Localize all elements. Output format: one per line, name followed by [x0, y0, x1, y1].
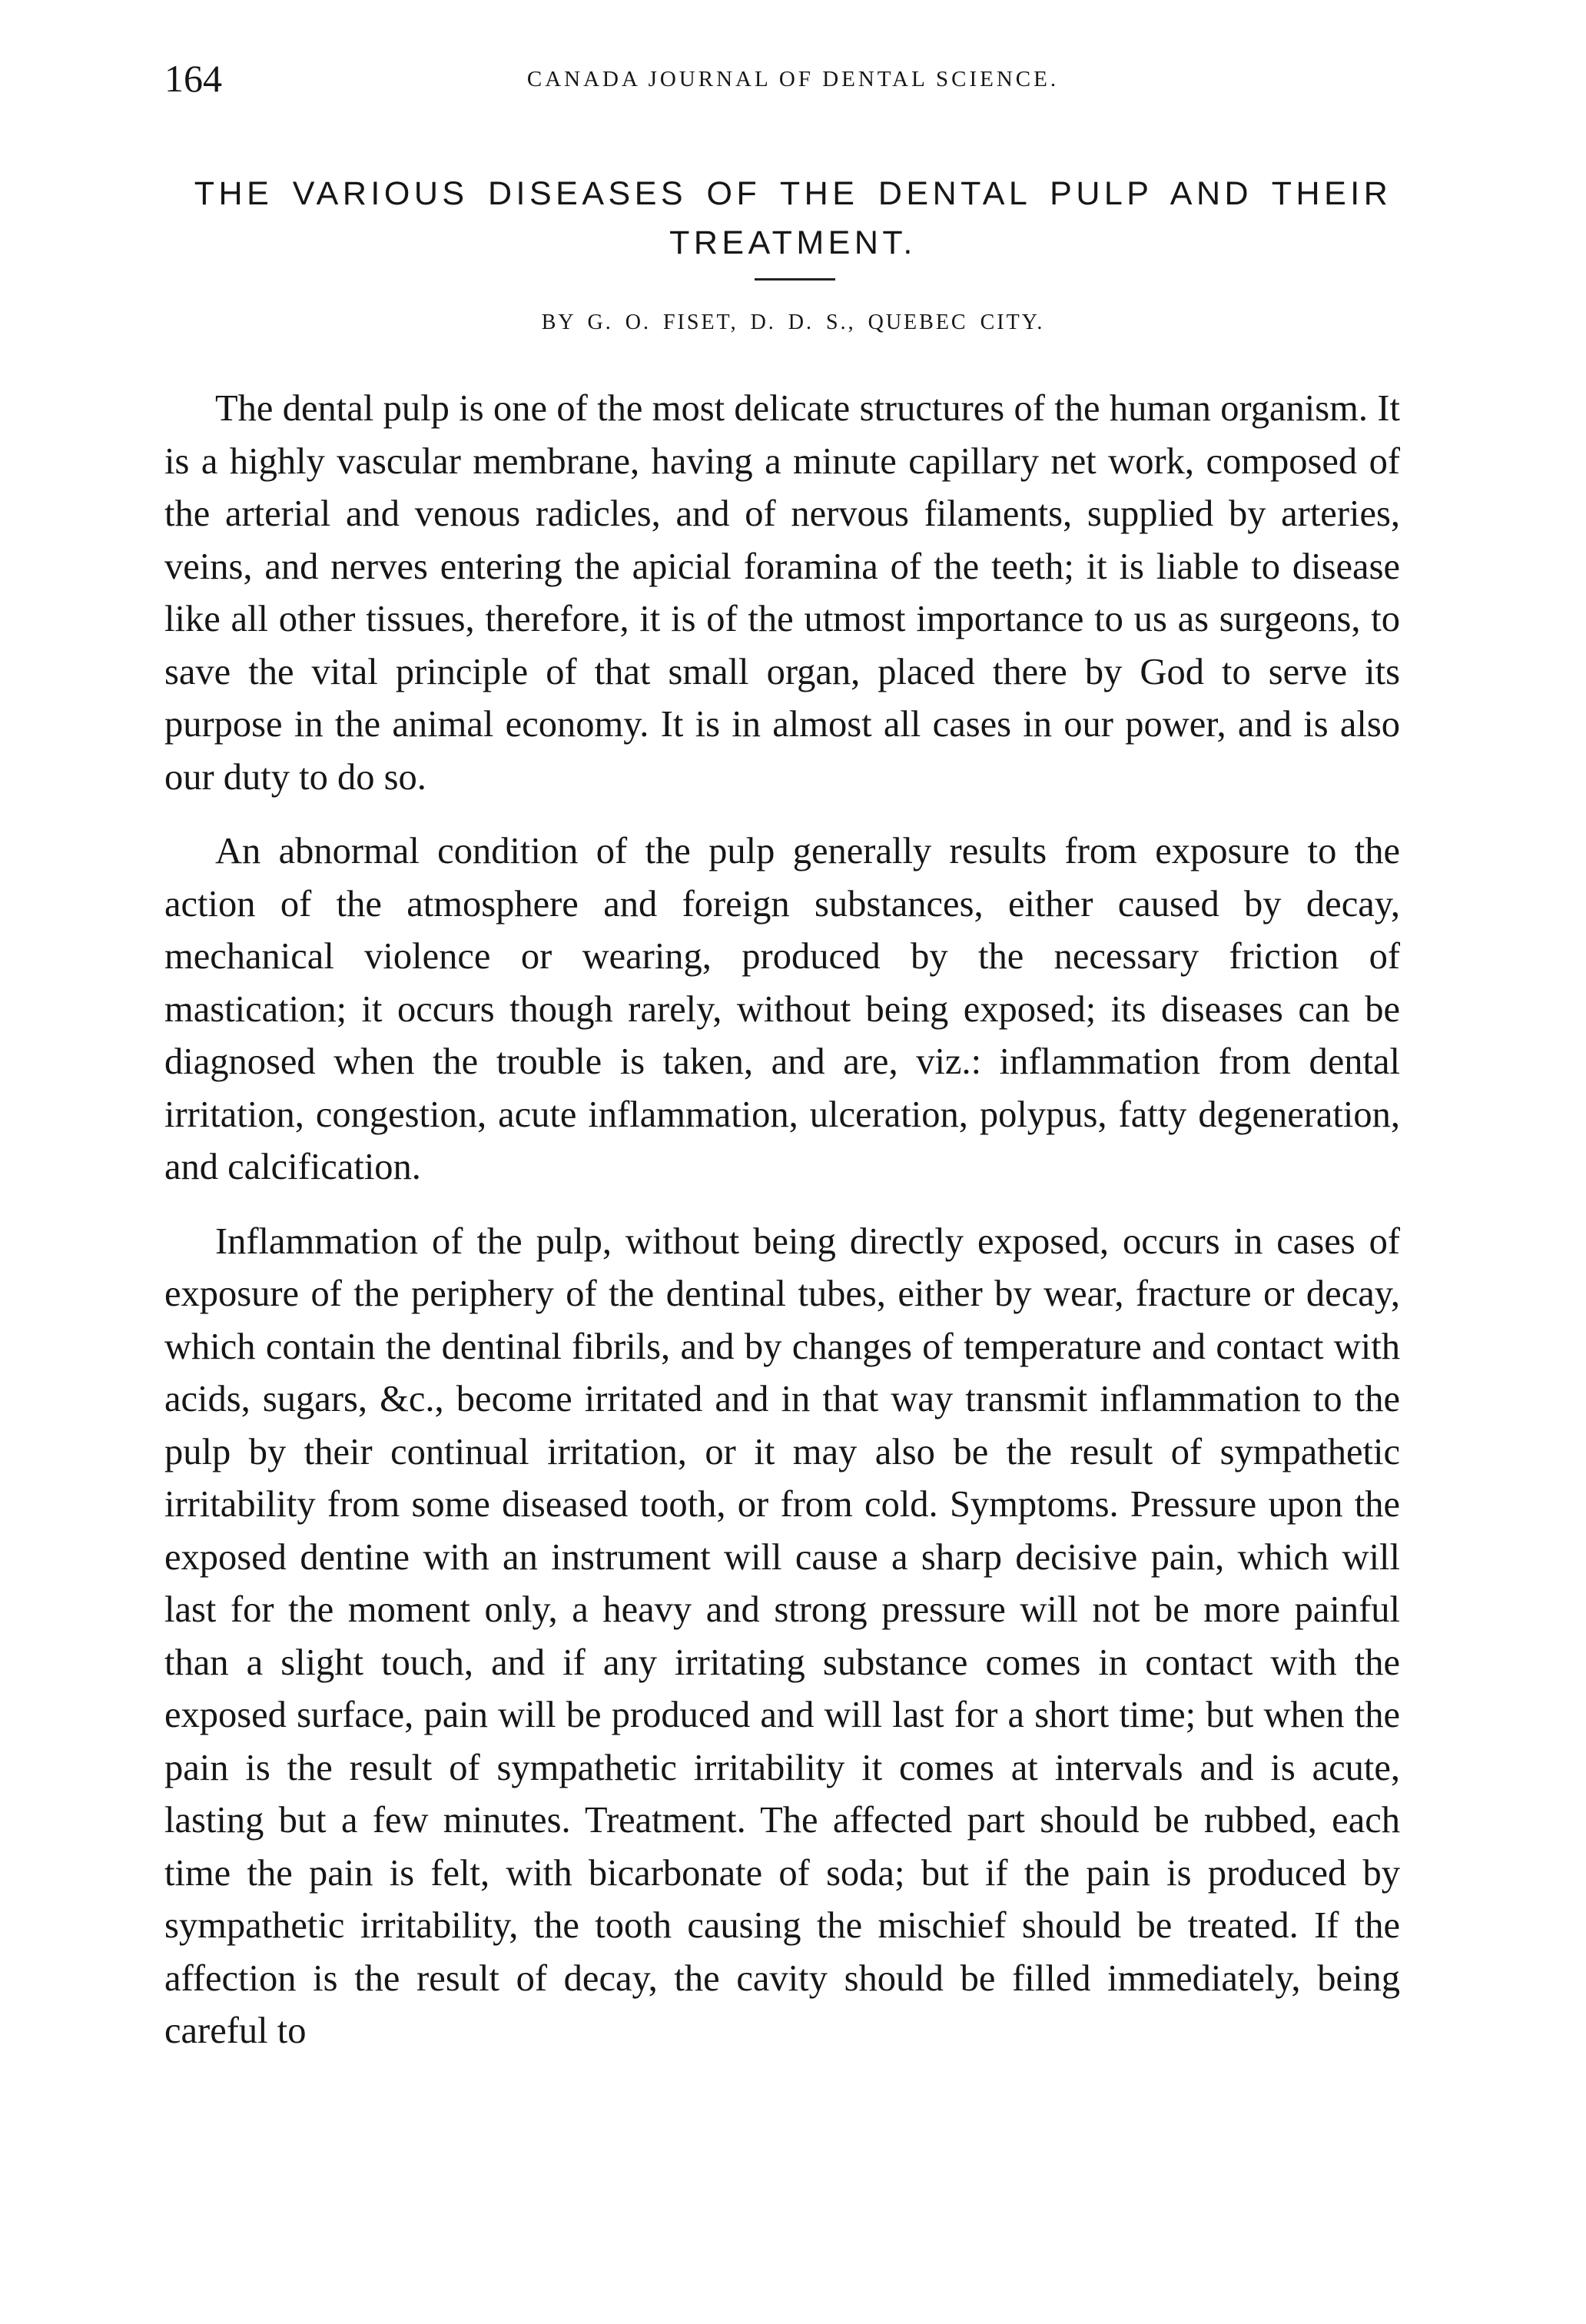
author-byline: BY G. O. FISET, D. D. S., QUEBEC CITY.	[541, 310, 1045, 334]
paragraph: An abnormal condition of the pulp generally results from exposure to the action of the atmosphere and foreign substances, either caused by decay, mechanical violence or wearing, produced by the necessary friction of mastication; it occurs though rarely, without being exposed; its diseases can be diagnosed when the trouble is taken, and are, viz.: inflammation from dental irritation, congestion, acute inflammation, ulceration, polypus, fatty degeneration, and calcification.	[164, 831, 1400, 1187]
running-title: CANADA JOURNAL OF DENTAL SCIENCE.	[526, 67, 1060, 91]
page-header	[164, 55, 1422, 101]
title-divider	[755, 278, 835, 281]
article-title: THE VARIOUS DISEASES OF THE DENTAL PULP AND THEIR TREATMENT.	[194, 175, 1392, 261]
page-number: 164	[164, 57, 222, 100]
paragraph: The dental pulp is one of the most delicate structures of the human organism. It is a highly vascular membrane, having a minute capillary net work, composed of the arterial and venous radicles, and of nervous filaments, supplied by arteries, veins, and nerves entering the apicial foramina of the teeth; it is liable to disease like all other tissues, therefore, it is of the utmost importance to us as surgeons, to save the vital principle of that small organ, placed there by God to serve its purpose in the animal economy. It is in almost all cases in our power, and is also our duty to do so.	[164, 388, 1400, 798]
paragraph: Inflammation of the pulp, without being directly exposed, occurs in cases of exposure of the periphery of the dentinal tubes, either by wear, fracture or decay, which contain the dentinal fibrils, and by changes of temperature and contact with acids, sugars, &c., become irritated and in that way transmit inflammation to the pulp by their continual irritation, or it may also be the result of sympathetic irritability from some diseased tooth, or from cold. Symptoms. Pressure upon the exposed dentine with an instrument will cause a sharp decisive pain, which will last for the moment only, a heavy and strong pressure will not be more painful than a slight touch, and if any irritating substance comes in contact with the exposed surface, pain will be produced and will last for a short time; but when the pain is the result of sympathetic irritability it comes at intervals and is acute, lasting but a few minutes. Treatment. The affected part should be rubbed, each time the pain is felt, with bicarbonate of soda; but if the pain is produced by sympathetic irritability, the tooth causing the mischief should be treated. If the affection is the result of decay, the cavity should be filled immediately, being careful to	[164, 1220, 1400, 2051]
article-body	[164, 383, 1400, 2080]
